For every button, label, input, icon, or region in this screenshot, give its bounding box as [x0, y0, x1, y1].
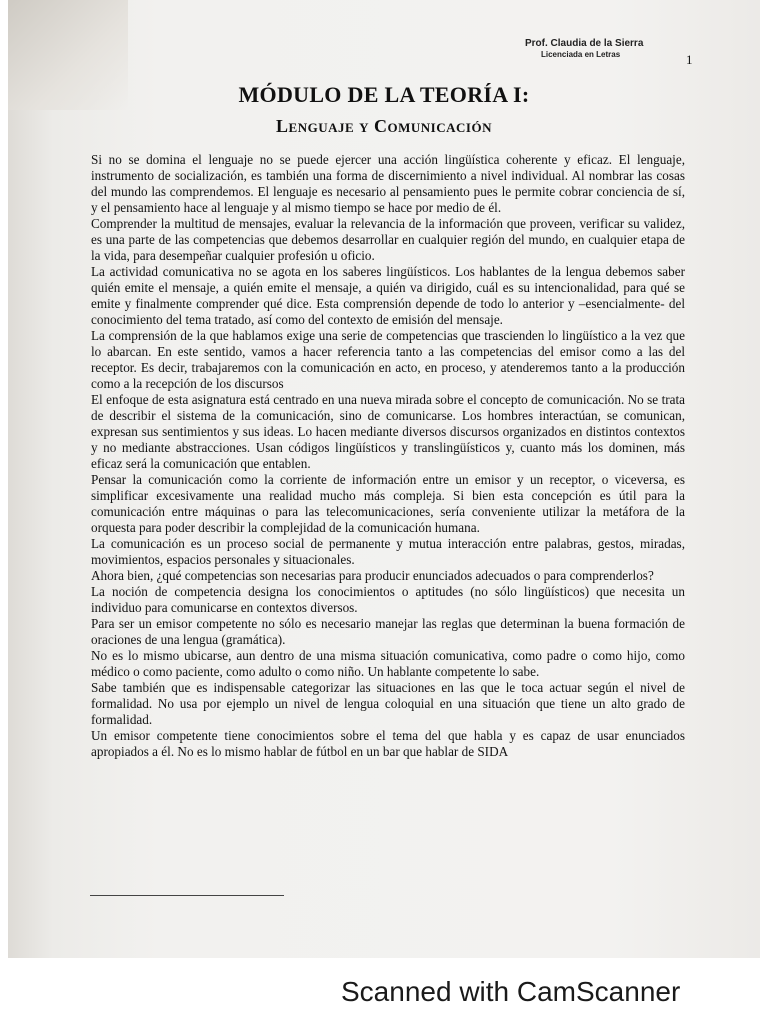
document-title: MÓDULO DE LA TEORÍA I:: [238, 82, 530, 107]
paragraph: Si no se domina el lenguaje no se puede ejercer una acción lingüística coherente y eficaz. El lenguaje, instrumento de socialización, es también una forma de discernimiento a nivel individual. Al nombrar las cosas del mundo las comprendemos. El lenguaje es necesario al pensamiento pues le permite cobrar conciencia de sí, y el pensamiento hace al lenguaje y al mismo tiempo se hace por medio de él.: [91, 152, 685, 215]
body-text: [91, 152, 685, 760]
footnote-divider: [90, 895, 284, 896]
paragraph: La comunicación es un proceso social de permanente y mutua interacción entre palabras, gestos, miradas, movimientos, espacios personales y situacionales.: [91, 536, 685, 567]
paragraph: Pensar la comunicación como la corriente de información entre un emisor y un receptor, o viceversa, es simplificar excesivamente una realidad mucho más compleja. Si bien esta concepción es útil para la comunicación entre máquinas o para las telecomunicaciones, sería conveniente utilizar la metáfora de la orquesta para poder describir la complejidad de la comunicación humana.: [91, 472, 685, 535]
author-credential: Licenciada en Letras: [541, 50, 621, 59]
scanner-watermark: Scanned with CamScanner: [341, 976, 681, 1007]
paragraph: Para ser un emisor competente no sólo es necesario manejar las reglas que determinan la buena formación de oraciones de una lengua (gramática).: [91, 616, 685, 647]
paragraph: La noción de competencia designa los conocimientos o aptitudes (no sólo lingüísticos) que necesita un individuo para comunicarse en contextos diversos.: [91, 584, 685, 615]
paragraph: Un emisor competente tiene conocimientos sobre el tema del que habla y es capaz de usar enunciados apropiados a él. No es lo mismo hablar de fútbol en un bar que hablar de SIDA: [91, 728, 685, 759]
page-number: 1: [686, 52, 693, 67]
paragraph: El enfoque de esta asignatura está centrado en una nueva mirada sobre el concepto de comunicación. No se trata de describir el sistema de la comunicación, sino de comunicarse. Los hombres interactúan, se comunican, expresan sus sentimientos y sus ideas. Lo hacen mediante diversos discursos organizados en distintos contextos y no mediante abstracciones. Usan códigos lingüísticos y translingüísticos y, cuanto más los dominen, más eficaz será la comunicación que entablen.: [91, 392, 685, 471]
paragraph: Comprender la multitud de mensajes, evaluar la relevancia de la información que proveen, verificar su validez, es una parte de las competencias que debemos desarrollar en cualquier región del mundo, en cualquier etapa de la vida, para desempeñar cualquier profesión u oficio.: [91, 216, 685, 263]
document-subtitle: Lenguaje y Comunicación: [276, 116, 492, 136]
author-name: Prof. Claudia de la Sierra: [525, 38, 644, 49]
paragraph: La comprensión de la que hablamos exige una serie de competencias que trascienden lo lingüístico a la vez que lo abarcan. En este sentido, vamos a hacer referencia tanto a las competencias del emisor como a las del receptor. Es decir, trabajaremos con la comunicación en acto, en proceso, y atenderemos tanto a la producción como a la recepción de los discursos: [91, 328, 685, 391]
paragraph: Ahora bien, ¿qué competencias son necesarias para producir enunciados adecuados o para comprenderlos?: [91, 568, 654, 583]
paragraph: No es lo mismo ubicarse, aun dentro de una misma situación comunicativa, como padre o como hijo, como médico o como paciente, como adulto o como niño. Un hablante competente lo sabe.: [91, 648, 685, 679]
paragraph: Sabe también que es indispensable categorizar las situaciones en las que le toca actuar según el nivel de formalidad. No usa por ejemplo un nivel de lengua coloquial en una situación que tiene un alto grado de formalidad.: [91, 680, 685, 727]
paragraph: La actividad comunicativa no se agota en los saberes lingüísticos. Los hablantes de la lengua debemos saber quién emite el mensaje, a quién emite el mensaje, a quién va dirigido, cuál es su intencionalidad, para qué se emite y finalmente comprender qué dice. Esta comprensión depende de todo lo anterior y –esencialmente- del conocimiento del tema tratado, así como del contexto de emisión del mensaje.: [91, 264, 685, 327]
